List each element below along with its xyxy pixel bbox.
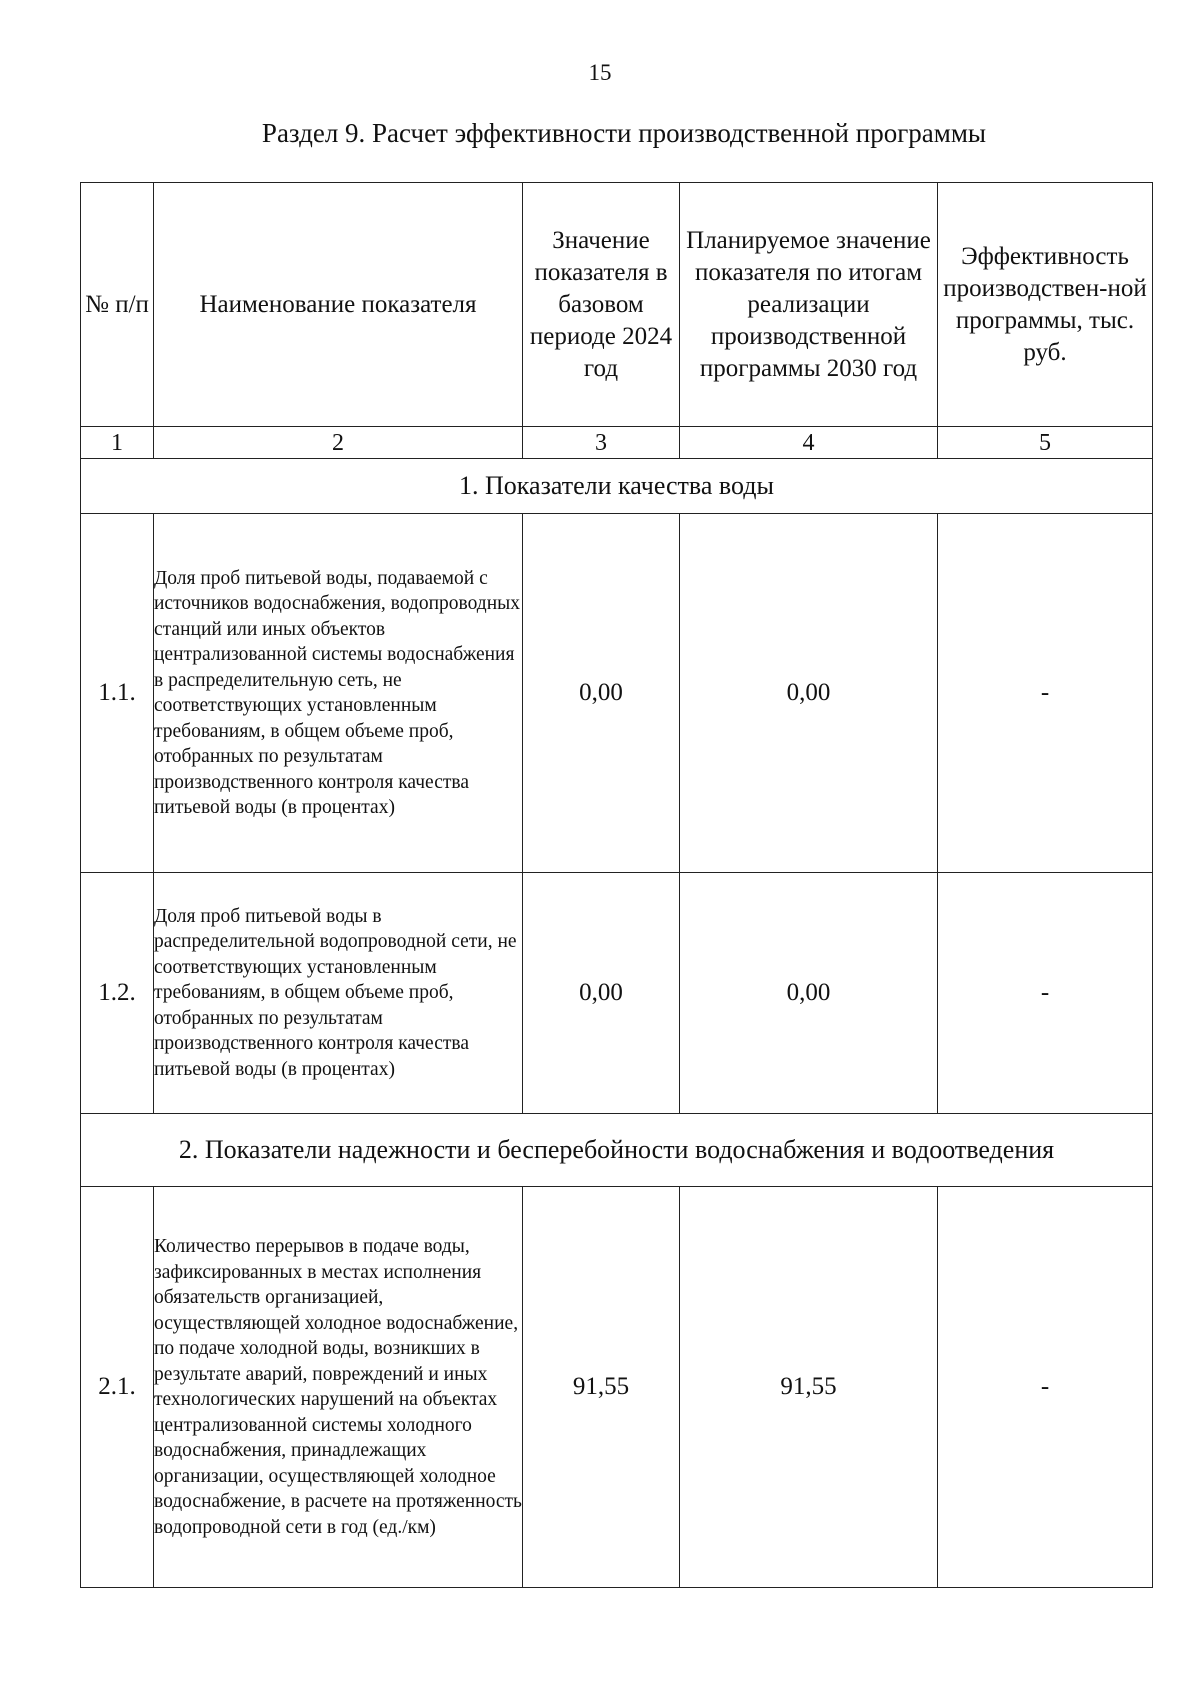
table-row [81,1187,1153,1588]
table-row [81,514,1153,873]
column-number-row [81,427,1153,459]
table-header-row [81,183,1153,427]
section-row [81,1114,1153,1187]
row-base-value: 91,55 [523,1187,680,1588]
header-indicator-name: Наименование показателя [154,183,523,427]
page-number: 15 [588,60,612,85]
section-title-water-quality: 1. Показатели качества воды [81,459,1153,514]
row-index: 1.1. [81,514,154,873]
row-indicator-name: Количество перерывов в подаче воды, зафиксированных в местах исполнения обязательств организацией, осуществляющей холодное водоснабжение, по подаче холодной воды, возникших в результате аварий, повреждений и иных технологических нарушений на объектах централизованной системы холодного водоснабжения, принадлежащих организации, осуществляющей холодное водоснабжение, в расчете на протяженность водопроводной сети в год (ед./км) [154,1187,523,1588]
section-title-reliability: 2. Показатели надежности и бесперебойности водоснабжения и водоотведения [81,1114,1153,1187]
section-row [81,459,1153,514]
column-number: 2 [154,427,523,459]
row-indicator-name: Доля проб питьевой воды в распределительной водопроводной сети, не соответствующих установленным требованиям, в общем объеме проб, отобранных по результатам производственного контроля качества питьевой воды (в процентах) [154,873,523,1114]
header-planned-value: Планируемое значение показателя по итогам реализации производственной программы 2030 год [680,183,938,427]
row-efficiency: - [938,873,1153,1114]
row-efficiency: - [938,514,1153,873]
row-index: 2.1. [81,1187,154,1588]
row-planned-value: 0,00 [680,873,938,1114]
efficiency-table [80,182,1153,1588]
row-base-value: 0,00 [523,873,680,1114]
row-efficiency: - [938,1187,1153,1588]
header-base-value: Значение показателя в базовом периоде 2024 год [523,183,680,427]
row-planned-value: 0,00 [680,514,938,873]
row-index: 1.2. [81,873,154,1114]
column-number: 3 [523,427,680,459]
row-indicator-name: Доля проб питьевой воды, подаваемой с источников водоснабжения, водопроводных станций или иных объектов централизованной системы водоснабжения в распределительную сеть, не соответствующих установленным требованиям, в общем объеме проб, отобранных по результатам производственного контроля качества питьевой воды (в процентах) [154,514,523,873]
column-number: 5 [938,427,1153,459]
column-number: 1 [81,427,154,459]
header-number: № п/п [81,183,154,427]
column-number: 4 [680,427,938,459]
header-efficiency: Эффективность производствен-ной программы, тыс. руб. [938,183,1153,427]
section-title: Раздел 9. Расчет эффективности производственной программы [261,118,987,148]
row-base-value: 0,00 [523,514,680,873]
row-planned-value: 91,55 [680,1187,938,1588]
table-row [81,873,1153,1114]
